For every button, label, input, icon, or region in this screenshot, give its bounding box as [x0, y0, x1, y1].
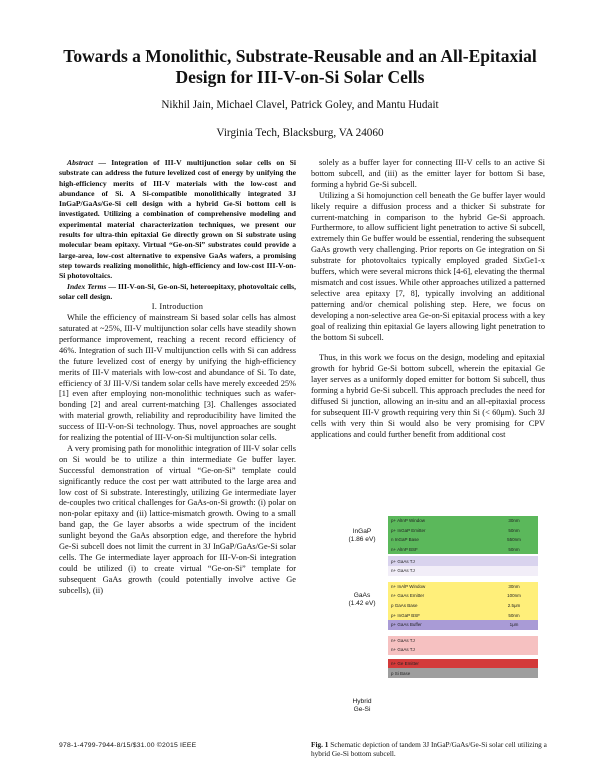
abstract	[59, 158, 296, 302]
affiliation: Virginia Tech, Blacksburg, VA 24060	[216, 127, 384, 139]
caption-text: Schematic depiction of tandem 3J InGaP/GaAs/Ge-Si solar cell utilizing a hybrid Ge-Si bottom subcell.	[311, 740, 547, 758]
abstract-label: Abstract	[67, 158, 94, 167]
section-heading: I. Introduction	[151, 302, 204, 312]
stack-layer	[388, 636, 538, 646]
abstract-text: — Integration of III-V multijunction solar cells on Si substrate can address the future levelized cost of energy by unifying the high-efficiency merits of III-V materials with the low-cost and abundance of Si. A Si-compatible monolithically integrated 3J InGaP/GaAs/Ge-Si cell design with a hybrid Ge-Si bottom cell is investigated. Utilizing a combination of comprehensive modeling and experimental material characterization techniques, we present our results for ultra-thin epitaxial Ge directly grown on Si substrate using molecular beam epitaxy. Virtual “Ge-on-Si” substrates could provide a large-area, low-cost alternative to expensive GaAs wafers, a promising step towards realizing monolithic, high-efficiency and low-cost III-V-on-Si photovoltaics.	[59, 158, 297, 281]
author-list: Nikhil Jain, Michael Clavel, Patrick Goley, and Mantu Hudait	[161, 99, 439, 111]
layer-name: p+ InGaP Emitter	[391, 527, 426, 533]
left-paragraph: A very promising path for monolithic integration of III-V solar cells on Si would be to utilize a thin intermediate Ge buffer layer. Successful demonstration of virtual “Ge-on-Si” template could significantly reduce the cost per watt attributed to the large area and low cost of Si substrate. Interestingly, utilizing Ge intermediate layer de-couples two critical challenges for GaAs-on-Si growth: (i) polar on non-polar epitaxy and (ii) lattice-mismatch growth. Owing to a small band gap, the Ge layer absorbs a wide spectrum of the incident sunlight beyond the GaAs absorption edge, and therefore the hybrid Ge-Si subcell does not limit the current in 3J InGaP/GaAs/Ge-Si solar cells. The Ge intermediate layer approach for III-V-on-Si integration could be utilized (i) to create virtual “Ge-on-Si” template for subsequent GaAs growth (could potentially involve active Ge subcells), (ii)	[59, 443, 296, 595]
layer-thickness: 30nm	[508, 518, 520, 524]
right-column	[311, 158, 545, 441]
layer-thickness: 100nm	[507, 593, 521, 599]
layer-thickness: 50nm	[508, 612, 520, 618]
index-terms-label: Index Terms	[67, 281, 107, 291]
caption-label: Fig. 1	[311, 740, 329, 749]
layer-name: p+ AlInP Window	[391, 518, 426, 524]
layer-name: p+ GaAs Buffer	[391, 622, 422, 628]
solar-cell-stack-figure	[340, 516, 555, 736]
layer-name: p+ GaAs TJ	[391, 558, 415, 564]
figure-caption	[311, 740, 551, 758]
layer-name: n+ GaAs TJ	[391, 637, 415, 643]
copyright-footer: 978-1-4799-7944-8/15/$31.00 ©2015 IEEE	[59, 742, 197, 749]
layer-name: p+ InGaP BSF	[391, 612, 421, 618]
layer-name: p GaAs Base	[391, 603, 418, 609]
stack-layer	[388, 659, 538, 669]
stack-layer	[388, 535, 538, 545]
stack-group-label: GaAs (1.42 eV)	[348, 592, 376, 607]
stack-layer	[388, 556, 538, 566]
layer-name: n+ Ge Emitter	[391, 661, 419, 667]
stack-layer	[388, 516, 538, 526]
stack-layer	[388, 610, 538, 620]
layer-stack	[388, 516, 538, 678]
layer-thickness: 30nm	[508, 583, 520, 589]
stack-layer	[388, 591, 538, 601]
stack-layer	[388, 668, 538, 678]
left-column	[59, 158, 296, 597]
stack-layer	[388, 566, 538, 576]
layer-thickness: 550nm	[507, 537, 521, 543]
index-terms-text: — III-V-on-Si, Ge-on-Si, heteroepitaxy, photovoltaic cells, solar cell design.	[59, 281, 296, 301]
layer-thickness: 50nm	[508, 547, 520, 553]
layer-thickness: 50nm	[508, 527, 520, 533]
layer-name: n+ InAlP Window	[391, 583, 426, 589]
layer-name: n InGaP Base	[391, 537, 419, 543]
stack-layer	[388, 620, 538, 630]
layer-name: n+ GaAs Emitter	[391, 593, 425, 599]
stack-layer	[388, 601, 538, 611]
stack-layer	[388, 545, 538, 555]
layer-name: n+ GaAs TJ	[391, 647, 415, 653]
layer-thickness: 1μm	[509, 622, 519, 628]
stack-layer	[388, 645, 538, 655]
left-paragraph: While the efficiency of mainstream Si based solar cells has almost saturated at ~25%, III-V multijunction solar cells have steadily shown performance improvement, reaching a recent record efficiency of 46%. Integration of such III-V multijunction cells with Si can address the future levelized cost of energy by unifying the high-efficiency merits of III-V materials with low-cost and abundance of Si. To date, efficiency of 3J III-V/Si tandem solar cells have merely exceeded 25% [1] even after employing non-monolithic techniques such as wafer-bonding [2] and areal current-matching [3]. Challenges associated with material growth, reliability and reproducibility have limited the success of III-V-on-Si technology. Thus, novel approaches are sought for realizing the potential of III-V-on-Si multijunction solar cells.	[59, 313, 296, 443]
paper-title: Towards a Monolithic, Substrate-Reusable and an All-Epitaxial Design for III-V-on-Si Solar Cells	[63, 46, 537, 87]
layer-name: n+ GaAs TJ	[391, 568, 415, 574]
right-paragraph: solely as a buffer layer for connecting III-V cells to an active Si bottom subcell, and (iii) as the emitter layer for bottom Si base, forming a hybrid Ge-Si subcell.	[311, 158, 545, 189]
layer-thickness: 2.5μm	[507, 603, 521, 609]
right-paragraph: Thus, in this work we focus on the design, modeling and epitaxial growth for hybrid Ge-Si bottom subcell, wherein the epitaxial Ge layer serves as a uniformly doped emitter for bottom Si subcell, thus forming a hybrid Ge-Si subcell. This approach precludes the need for diffused Si junction, allowing an in-situ and an all-epitaxial process for subsequent III-V growth requiring very thin Si (< 60μm). Such 3J cells with very thin Si would also be very promising for CPV applications and could further benefit from additional cost	[311, 353, 545, 439]
layer-name: n+ AlInP BSF	[391, 547, 418, 553]
stack-group-label: InGaP (1.86 eV)	[348, 528, 376, 543]
stack-layer	[388, 582, 538, 592]
right-paragraph: Utilizing a Si homojunction cell beneath the Ge buffer layer would likely require a diffusion process and a thicker Si substrate for current-matching in comparison to the hybrid Ge-Si approach. Furthermore, to allow sufficient light penetration to active Si subcell, extremely thin Ge buffer would be essential, rendering the subsequent GaAs growth very challenging. Prior reports on Ge integration on Si substrate for photovoltaics typically employed graded SixGe1-x buffers, which were several microns thick [4-6], elevating the thermal mismatch and cost issues. While other approaches utilized a patterned selective area epitaxy [7, 8], typically involving an additional patterning and/or chemical polishing step. Here, we focus on developing a non-selective area Ge-on-Si epitaxial process with a key goal of realizing thin epitaxial Ge layers allowing light penetration to the bottom Si subcell.	[311, 190, 545, 342]
stack-layer	[388, 526, 538, 536]
layer-name: p Si Base	[391, 670, 411, 676]
stack-group-label: Hybrid Ge-Si	[352, 698, 372, 713]
